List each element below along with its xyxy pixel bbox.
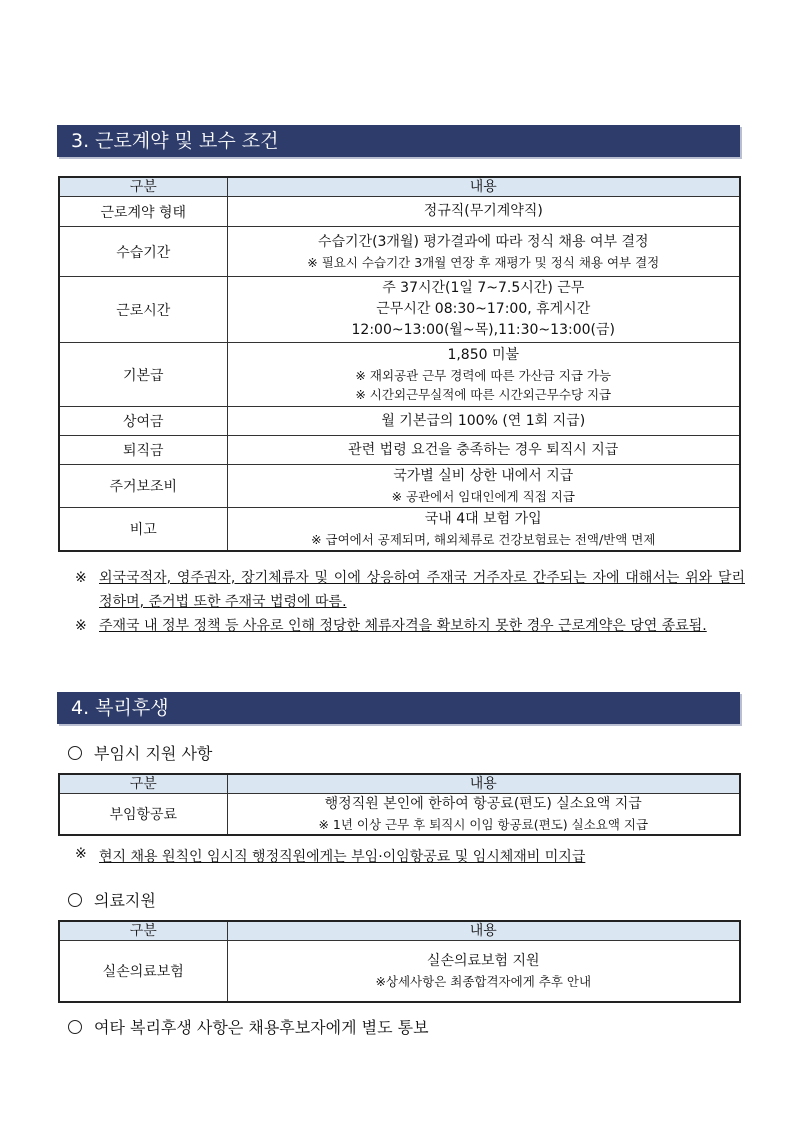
header-category: 구분 xyxy=(59,921,227,941)
row-content xyxy=(227,277,740,343)
row-content xyxy=(227,407,740,436)
row-label: 근로계약 형태 xyxy=(59,197,227,227)
note-mark: ※ xyxy=(75,846,87,862)
table-row xyxy=(59,343,740,407)
relocation-note xyxy=(75,846,585,866)
row-label: 실손의료보험 xyxy=(59,941,227,1002)
row-label: 기본급 xyxy=(59,343,227,407)
row-content xyxy=(227,436,740,465)
row-line: 근무시간 08:30~17:00, 휴게시간 xyxy=(376,301,591,317)
row-content xyxy=(227,508,740,551)
circle-bullet-icon xyxy=(68,1020,82,1034)
medical-support-heading xyxy=(68,888,156,911)
header-content: 내용 xyxy=(227,921,740,941)
table-row xyxy=(59,227,740,277)
row-line: 행정직원 본인에 한하여 항공료(편도) 실소요액 지급 xyxy=(324,796,642,812)
row-line: 수습기간(3개월) 평가결과에 따라 정식 채용 여부 결정 xyxy=(317,233,649,250)
row-line: 월 기본급의 100% (연 1회 지급) xyxy=(381,412,586,429)
row-line: 관련 법령 요건을 충족하는 경우 퇴직시 지급 xyxy=(348,441,619,458)
row-content xyxy=(227,197,740,227)
section-3-notes xyxy=(75,566,745,638)
row-label: 근로시간 xyxy=(59,277,227,343)
row-content xyxy=(227,227,740,277)
table-row xyxy=(59,436,740,465)
note-text: 현지 채용 원칙인 임시직 행정직원에게는 부임·이임항공료 및 임시체재비 미지급 xyxy=(99,849,586,865)
header-category: 구분 xyxy=(59,774,227,794)
row-note: ※ 급여에서 공제되며, 해외체류로 건강보험료는 전액/반액 면제 xyxy=(311,531,656,547)
row-label: 상여금 xyxy=(59,407,227,436)
note-item xyxy=(75,614,745,638)
row-line: 12:00~13:00(월~목),11:30~13:00(금) xyxy=(351,322,615,338)
table-row xyxy=(59,277,740,343)
row-note: ※상세사항은 최종합격자에게 추후 안내 xyxy=(375,973,592,989)
row-content xyxy=(227,941,740,1002)
table-row xyxy=(59,197,740,227)
section-3-title: 3. 근로계약 및 보수 조건 xyxy=(57,125,740,157)
row-content xyxy=(227,794,740,836)
header-content: 내용 xyxy=(227,774,740,794)
header-content: 내용 xyxy=(227,177,740,197)
row-line: 실손의료보험 지원 xyxy=(426,952,540,969)
row-line: 정규직(무기계약직) xyxy=(423,203,543,219)
table-row xyxy=(59,465,740,508)
other-benefits-heading xyxy=(68,1015,429,1038)
table-header-row xyxy=(59,921,740,941)
row-line: 주 37시간(1일 7~7.5시간) 근무 xyxy=(382,280,585,296)
table-row xyxy=(59,508,740,551)
circle-bullet-icon xyxy=(68,746,82,760)
table-row xyxy=(59,941,740,1002)
row-content xyxy=(227,343,740,407)
table-header-row xyxy=(59,177,740,197)
medical-table xyxy=(58,920,741,1003)
header-category: 구분 xyxy=(59,177,227,197)
row-label: 부임항공료 xyxy=(59,794,227,836)
row-label: 퇴직금 xyxy=(59,436,227,465)
row-note: ※ 재외공관 근무 경력에 따른 가산금 지급 가능 xyxy=(355,368,612,383)
row-line: 국가별 실비 상한 내에서 지급 xyxy=(393,468,574,484)
contract-table xyxy=(58,176,741,552)
circle-bullet-icon xyxy=(68,893,82,907)
row-content xyxy=(227,465,740,508)
note-mark: ※ xyxy=(75,570,87,586)
heading-text: 여타 복리후생 사항은 채용후보자에게 별도 통보 xyxy=(94,1018,429,1037)
row-note: ※ 시간외근무실적에 따른 시간외근무수당 지급 xyxy=(355,387,612,402)
note-text: 주재국 내 정부 정책 등 사유로 인해 정당한 체류자격을 확보하지 못한 경우 근로계약은 당연 종료됨. xyxy=(99,618,707,634)
note-mark: ※ xyxy=(75,618,87,634)
note-item xyxy=(75,566,745,614)
row-note: ※ 공관에서 임대인에게 직접 지급 xyxy=(391,489,575,504)
row-label: 수습기간 xyxy=(59,227,227,277)
note-text: 외국국적자, 영주권자, 장기체류자 및 이에 상응하여 주재국 거주자로 간주되는 자에 대해서는 위와 달리 정하며, 준거법 또한 주재국 법령에 따름. xyxy=(99,570,745,610)
row-line: 국내 4대 보험 가입 xyxy=(424,510,542,527)
table-row xyxy=(59,794,740,836)
relocation-support-heading xyxy=(68,741,212,764)
heading-text: 의료지원 xyxy=(94,891,156,910)
table-row xyxy=(59,407,740,436)
section-4-title: 4. 복리후생 xyxy=(57,692,740,724)
row-line: 1,850 미불 xyxy=(447,347,520,363)
row-label: 주거보조비 xyxy=(59,465,227,508)
relocation-table xyxy=(58,773,741,836)
row-note: ※ 필요시 수습기간 3개월 연장 후 재평가 및 정식 채용 여부 결정 xyxy=(307,254,660,270)
heading-text: 부임시 지원 사항 xyxy=(94,744,213,763)
table-header-row xyxy=(59,774,740,794)
row-label: 비고 xyxy=(59,508,227,551)
row-note: ※ 1년 이상 근무 후 퇴직시 이임 항공료(편도) 실소요액 지급 xyxy=(318,817,649,832)
